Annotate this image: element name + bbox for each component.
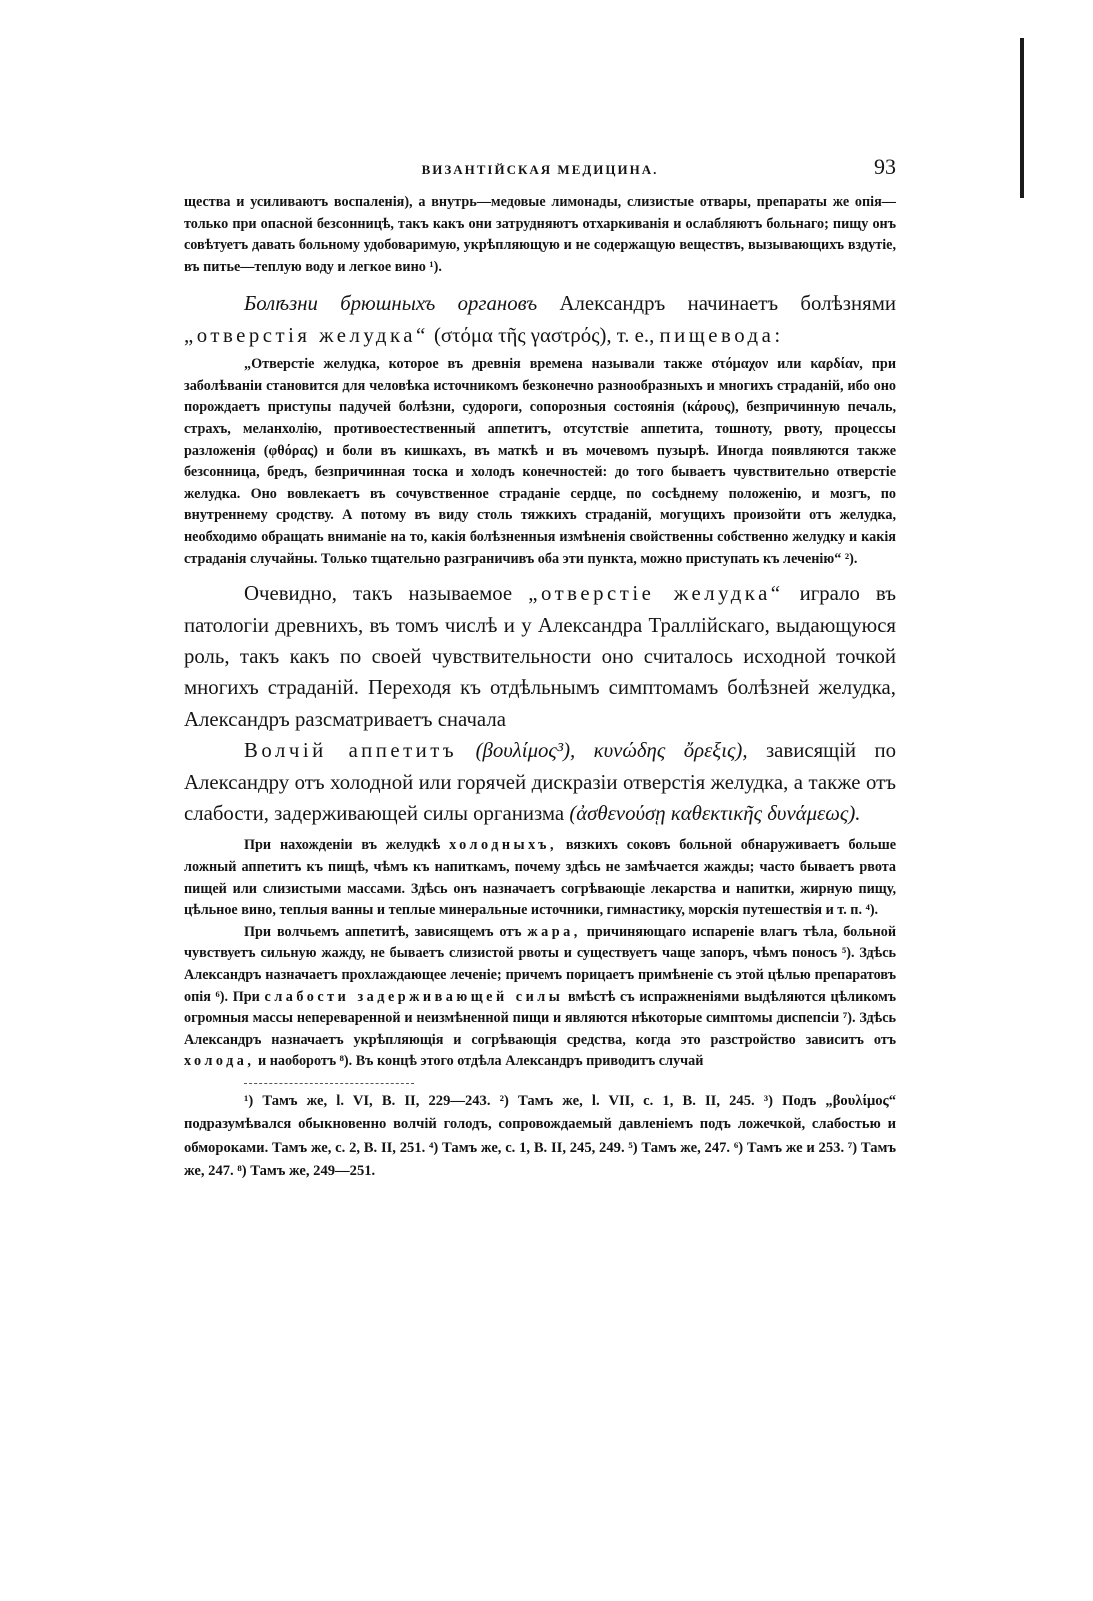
book-page [184,150,896,1184]
wolf-greek-2: (ἀσθενούσῃ καθεκτικῆς δυνάμεως). [569,801,861,825]
abdominal-text-1: Александръ начинаетъ болѣзнями [559,292,896,316]
page-number: 93 [874,154,896,179]
evidently-paragraph [184,578,896,735]
abdominal-spaced-term: „отверстія желудка“ [184,323,429,347]
heat-paragraph [184,922,896,1073]
page-edge-rule [1020,38,1024,198]
heat-spaced-term-3: холода, [184,1053,255,1070]
abdominal-text-2: (στόμα τῆς γαστρός), т. е., [433,323,655,347]
cold-text-2: вязкихъ соковъ больной обнаруживаетъ больше ложный аппетитъ къ пищѣ, чѣмъ къ напиткамъ, почему здѣсь не замѣчается жажды; часто бываетъ рвота пищей или слизистыми массами. Здѣсь онъ назначаетъ согрѣвающіе лекарства и напитки, жирную пищу, цѣльное вино, теплыя ванны и теплые минеральные источники, гимнастику, морскія путешествія и т. п. ⁴). [184,837,897,919]
wolf-appetite-paragraph [184,735,896,829]
running-title: ВИЗАНТІЙСКАЯ МЕДИЦИНА. [421,162,659,177]
footnotes: ¹) Тамъ же, l. VI, B. II, 229—243. ²) Тамъ же, l. VII, c. 1, B. II, 245. ³) Подъ „βουλίμος“ подразумѣвался обыкновенно волчій голодъ, сопровождаемый давленіемъ подъ ложечкой, слабостью и обмороками. Тамъ же, c. 2, B. II, 251. ⁴) Тамъ же, c. 1, B. II, 245, 249. ⁵) Тамъ же, 247. ⁶) Тамъ же и 253. ⁷) Тамъ же, 247. ⁸) Тамъ же, 249—251. [184,1092,896,1180]
heat-spaced-term-1: жара, [527,923,581,940]
heat-text-1: При волчьемъ аппетитѣ, зависящемъ отъ [244,923,522,940]
abdominal-diseases-paragraph [184,288,896,351]
wolf-greek-1: (βουλίμος³), κυνώδης ὄρεξις), [475,739,748,763]
heat-spaced-term-2: слабости задерживающей силы [264,988,564,1005]
cold-spaced-term: холодныхъ, [449,837,557,854]
footnote-separator [244,1083,414,1084]
wolf-spaced-term: Волчій аппетитъ [244,739,458,763]
page-header [184,150,896,186]
heat-text-4: и наоборотъ ⁸). Въ концѣ этого отдѣла Александръ приводитъ случай [257,1053,704,1070]
evidently-text-1: Очевидно, такъ называемое [244,582,513,606]
heat-text-3: вмѣстѣ съ испражненіями выдѣляются цѣликомъ огромныя массы непереваренной и неизмѣненной пищи и являются нѣкоторые симптомы диспепсіи ⁷). Здѣсь Александръ назначаетъ укрѣпляющія и согрѣвающія средства, когда это разстройство зависитъ отъ [184,988,897,1048]
quote-paragraph: „Отверстіе желудка, которое въ древнія времена называли также στόμαχον или καρδίαν, при заболѣваніи становится для человѣка источникомъ безконечно разнообразныхъ и многихъ страданій, ибо оно порождаетъ приступы падучей болѣзни, судороги, сопорозныя состоянія (κάρους), безпричинную печаль, страхъ, меланхолію, противоестественный аппетитъ, отсутствіе аппетита, тошноту, рвоту, процессы разложенія (φθόρας) и боли въ кишкахъ, въ маткѣ и въ мочевомъ пузырѣ. Иногда появляются также безсонница, бредъ, безпричинная тоска и холодъ конечностей: до того бываетъ чувствительно отверстіе желудка. Оно вовлекаетъ въ сочувственное страданіе сердце, по сосѣднему положенію, и мозгъ, по внутреннему сродству. А потому въ виду столь тяжкихъ страданій, могущихъ произойти отъ желудка, необходимо обращать вниманіе на то, какія болѣзненныя измѣненія свойственны собственно желудку и какія страданія случайны. Только тщательно разграничивъ оба эти пункта, можно приступать къ леченію“ ²). [184,356,896,567]
heat-text-2: причиняющаго испареніе влагъ тѣла, больной чувствуетъ сильную жажду, не бываетъ слизистой рвоты и существуетъ чаще запоръ, чѣмъ поносъ ⁵). Здѣсь Александръ назначаетъ прохлаждающее леченіе; причемъ порицаетъ примѣненіе съ этой цѣлью препаратовъ опія ⁶). При [184,923,896,1005]
cold-text-1: При нахожденіи въ желудкѣ [244,837,441,854]
wolf-text: зависящій по Александру отъ холодной или горячей дискразіи отверстія желудка, а также отъ слабости, задерживающей силы организма [184,739,896,825]
abdominal-spaced-term-2: пищевода: [659,323,784,347]
evidently-spaced-term: „отверстіе желудка“ [528,582,784,606]
section-heading: Болѣзни брюшныхъ органовъ [244,292,538,316]
intro-paragraph: щества и усиливаютъ воспаленія), а внутрь—медовые лимонады, слизистые отвары, препараты же опія—только при опасной безсонницѣ, такъ какъ они затрудняютъ отхаркиванія и ослабляютъ больнаго; пищу онъ совѣтуетъ давать больному удобоваримую, укрѣпляющую и не содержащую веществъ, вызывающихъ вздутіе, въ питье—теплую воду и легкое вино ¹). [184,194,896,275]
evidently-text-2: играло въ патологіи древнихъ, въ томъ числѣ и у Александра Траллійскаго, выдающуюся роль, такъ какъ по своей чувствительности оно считалось исходной точкой многихъ страданій. Переходя къ отдѣльнымъ симптомамъ болѣзней желудка, Александръ разсматриваетъ сначала [184,582,896,731]
cold-paragraph [184,835,896,921]
